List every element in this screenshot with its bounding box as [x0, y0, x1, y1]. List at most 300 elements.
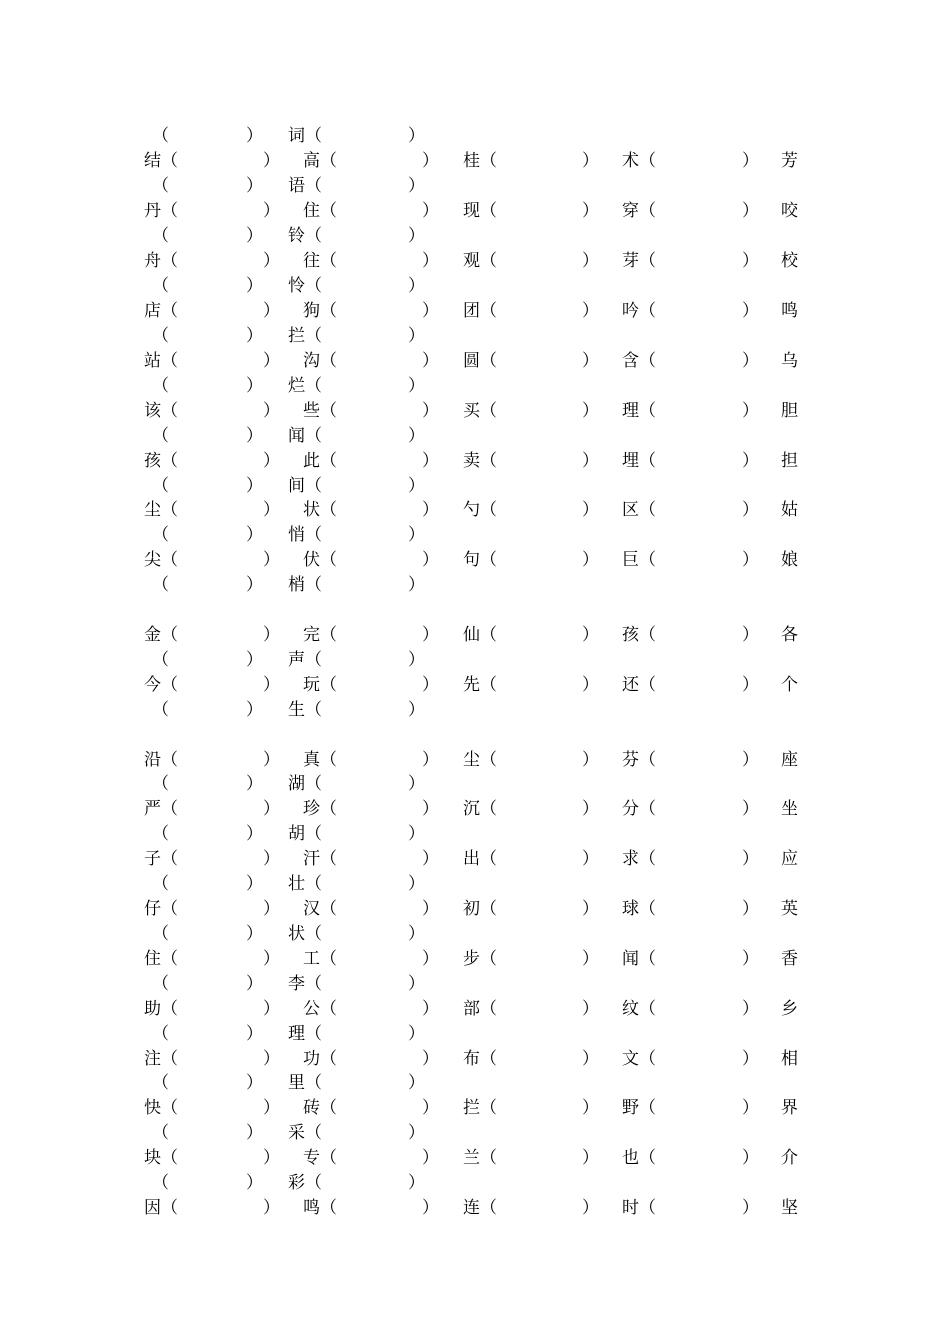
row-token: 球（ [622, 899, 656, 919]
continuation-row [0, 573, 950, 597]
row-token: 穿（ [622, 201, 656, 221]
row-token: 李（ [288, 974, 322, 994]
row-token: 完（ [303, 625, 337, 645]
continuation-row [0, 374, 950, 398]
row-token: 香 [781, 949, 798, 969]
row-token: ） [263, 251, 280, 271]
row-token: 工（ [303, 949, 337, 969]
row-token: 沟（ [303, 351, 337, 371]
row-token: 担 [781, 451, 798, 471]
row-token: ） [246, 924, 263, 944]
row-token: ） [582, 899, 599, 919]
row-token: ） [408, 176, 425, 196]
exercise-row [0, 1146, 950, 1170]
continuation-row [0, 972, 950, 996]
row-token: ） [422, 625, 439, 645]
row-token: ） [408, 1024, 425, 1044]
row-token: 观（ [463, 251, 497, 271]
exercise-row [0, 748, 950, 772]
row-token: ） [582, 675, 599, 695]
row-token: 因（ [144, 1198, 178, 1218]
row-token: 功（ [303, 1049, 337, 1069]
row-token: ） [246, 1024, 263, 1044]
row-token: 连（ [463, 1198, 497, 1218]
row-token: （ [152, 126, 169, 146]
row-token: 现（ [463, 201, 497, 221]
continuation-row [0, 174, 950, 198]
row-token: 汗（ [303, 849, 337, 869]
row-token: ） [408, 376, 425, 396]
row-token: （ [152, 700, 169, 720]
row-token: 布（ [463, 1049, 497, 1069]
continuation-row [0, 474, 950, 498]
row-token: ） [422, 675, 439, 695]
continuation-row [0, 698, 950, 722]
row-token: ） [742, 201, 759, 221]
exercise-row [0, 449, 950, 473]
row-token: ） [742, 750, 759, 770]
row-token: ） [246, 650, 263, 670]
row-token: 些（ [303, 401, 337, 421]
row-token: 部（ [463, 999, 497, 1019]
row-token: ） [246, 700, 263, 720]
row-token: ） [408, 476, 425, 496]
row-token: ） [263, 151, 280, 171]
row-token: ） [422, 1049, 439, 1069]
row-token: 丹（ [144, 201, 178, 221]
continuation-row [0, 124, 950, 148]
row-token: 子（ [144, 849, 178, 869]
row-token: ） [263, 799, 280, 819]
row-token: ） [246, 824, 263, 844]
row-token: ） [422, 251, 439, 271]
row-token: 住（ [303, 201, 337, 221]
row-token: 往（ [303, 251, 337, 271]
row-token: 快（ [144, 1098, 178, 1118]
row-token: 胡（ [288, 824, 322, 844]
row-token: ） [422, 151, 439, 171]
row-token: ） [582, 999, 599, 1019]
row-token: ） [408, 924, 425, 944]
row-token: 珍（ [303, 799, 337, 819]
row-token: 伏（ [303, 550, 337, 570]
row-token: ） [263, 451, 280, 471]
row-token: 店（ [144, 301, 178, 321]
row-token: 理（ [288, 1024, 322, 1044]
row-token: 相 [781, 1049, 798, 1069]
row-token: ） [408, 874, 425, 894]
row-token: 桂（ [463, 151, 497, 171]
row-token: ） [742, 849, 759, 869]
row-token: ） [263, 500, 280, 520]
row-token: 求（ [622, 849, 656, 869]
row-token: 悄（ [288, 525, 322, 545]
row-token: 声（ [288, 650, 322, 670]
row-token: 座 [781, 750, 798, 770]
row-token: 娘 [781, 550, 798, 570]
row-token: ） [742, 1148, 759, 1168]
row-token: ） [582, 949, 599, 969]
row-token: ） [263, 1148, 280, 1168]
row-token: 也（ [622, 1148, 656, 1168]
row-token: ） [246, 226, 263, 246]
row-token: ） [408, 226, 425, 246]
row-token: 姑 [781, 500, 798, 520]
exercise-row [0, 847, 950, 871]
row-token: 孩（ [622, 625, 656, 645]
row-token: ） [422, 1198, 439, 1218]
row-token: ） [582, 1049, 599, 1069]
row-token: 此（ [303, 451, 337, 471]
row-token: 狗（ [303, 301, 337, 321]
exercise-row [0, 199, 950, 223]
row-token: ） [263, 1198, 280, 1218]
continuation-row [0, 274, 950, 298]
row-token: 湖（ [288, 774, 322, 794]
row-token: 步（ [463, 949, 497, 969]
row-token: ） [582, 500, 599, 520]
row-token: 梢（ [288, 575, 322, 595]
row-token: 舟（ [144, 251, 178, 271]
exercise-row [0, 249, 950, 273]
row-token: 金（ [144, 625, 178, 645]
row-token: ） [408, 525, 425, 545]
row-token: 状（ [303, 500, 337, 520]
row-token: ） [263, 1049, 280, 1069]
row-token: 站（ [144, 351, 178, 371]
row-token: ） [742, 301, 759, 321]
row-token: ） [246, 1073, 263, 1093]
row-token: ） [582, 151, 599, 171]
row-token: ） [263, 401, 280, 421]
row-token: ） [263, 999, 280, 1019]
row-token: 埋（ [622, 451, 656, 471]
row-token: 尘（ [463, 750, 497, 770]
row-token: ） [422, 1098, 439, 1118]
row-token: ） [408, 974, 425, 994]
row-token: ） [408, 126, 425, 146]
row-token: （ [152, 874, 169, 894]
row-token: ） [422, 899, 439, 919]
row-token: ） [742, 251, 759, 271]
row-token: 鸣 [781, 301, 798, 321]
row-token: ） [582, 550, 599, 570]
continuation-row [0, 1022, 950, 1046]
row-token: ） [422, 401, 439, 421]
row-token: ） [742, 625, 759, 645]
row-token: 出（ [463, 849, 497, 869]
row-token: ） [246, 176, 263, 196]
row-token: ） [408, 426, 425, 446]
row-token: 生（ [288, 700, 322, 720]
row-token: ） [246, 326, 263, 346]
continuation-row [0, 772, 950, 796]
row-token: 严（ [144, 799, 178, 819]
row-token: 乌 [781, 351, 798, 371]
row-token: ） [263, 201, 280, 221]
row-token: ） [408, 326, 425, 346]
row-token: 买（ [463, 401, 497, 421]
exercise-row [0, 498, 950, 522]
row-token: 团（ [463, 301, 497, 321]
row-token: ） [582, 1098, 599, 1118]
row-token: 状（ [288, 924, 322, 944]
row-token: 还（ [622, 675, 656, 695]
exercise-row [0, 997, 950, 1021]
row-token: 时（ [622, 1198, 656, 1218]
row-token: ） [742, 151, 759, 171]
continuation-row [0, 822, 950, 846]
row-token: ） [263, 1098, 280, 1118]
continuation-row [0, 648, 950, 672]
row-token: ） [263, 351, 280, 371]
row-token: 芬（ [622, 750, 656, 770]
continuation-row [0, 1171, 950, 1195]
row-token: （ [152, 525, 169, 545]
row-token: ） [422, 550, 439, 570]
continuation-row [0, 922, 950, 946]
row-token: ） [422, 949, 439, 969]
row-token: 兰（ [463, 1148, 497, 1168]
row-token: ） [246, 774, 263, 794]
row-token: ） [582, 799, 599, 819]
row-token: 沉（ [463, 799, 497, 819]
row-token: 尘（ [144, 500, 178, 520]
row-token: （ [152, 575, 169, 595]
row-token: 怜（ [288, 276, 322, 296]
row-token: ） [422, 1148, 439, 1168]
row-token: ） [246, 426, 263, 446]
row-token: ） [263, 750, 280, 770]
row-token: （ [152, 476, 169, 496]
row-token: ） [582, 451, 599, 471]
row-token: ） [408, 774, 425, 794]
row-token: ） [422, 201, 439, 221]
row-token: ） [246, 276, 263, 296]
row-token: 纹（ [622, 999, 656, 1019]
row-token: （ [152, 650, 169, 670]
row-token: ） [263, 625, 280, 645]
row-token: （ [152, 824, 169, 844]
exercise-row [0, 623, 950, 647]
row-token: ） [263, 949, 280, 969]
row-token: 咬 [781, 201, 798, 221]
row-token: 术（ [622, 151, 656, 171]
row-token: ） [742, 799, 759, 819]
row-token: 区（ [622, 500, 656, 520]
row-token: ） [422, 849, 439, 869]
row-token: 分（ [622, 799, 656, 819]
row-token: 词（ [288, 126, 322, 146]
row-token: 介 [781, 1148, 798, 1168]
row-token: 高（ [303, 151, 337, 171]
row-token: ） [582, 750, 599, 770]
row-token: ） [263, 849, 280, 869]
row-token: ） [742, 451, 759, 471]
row-token: （ [152, 426, 169, 446]
row-token: ） [246, 126, 263, 146]
row-token: （ [152, 376, 169, 396]
row-token: （ [152, 326, 169, 346]
row-token: ） [422, 799, 439, 819]
row-token: （ [152, 276, 169, 296]
row-token: 含（ [622, 351, 656, 371]
row-token: 芽（ [622, 251, 656, 271]
row-token: ） [408, 1173, 425, 1193]
row-token: 勺（ [463, 500, 497, 520]
row-token: ） [263, 301, 280, 321]
row-token: ） [246, 1173, 263, 1193]
row-token: 里（ [288, 1073, 322, 1093]
row-token: ） [742, 1198, 759, 1218]
exercise-row [0, 349, 950, 373]
exercise-row [0, 947, 950, 971]
row-token: 语（ [288, 176, 322, 196]
row-token: ） [246, 376, 263, 396]
row-token: ） [408, 700, 425, 720]
row-token: （ [152, 176, 169, 196]
exercise-row [0, 399, 950, 423]
exercise-row [0, 797, 950, 821]
row-token: 闻（ [288, 426, 322, 446]
row-token: ） [408, 824, 425, 844]
row-token: ） [582, 351, 599, 371]
row-token: 彩（ [288, 1173, 322, 1193]
row-token: ） [263, 899, 280, 919]
row-token: ） [742, 999, 759, 1019]
row-token: 沿（ [144, 750, 178, 770]
row-token: 仔（ [144, 899, 178, 919]
row-token: 玩（ [303, 675, 337, 695]
row-token: ） [246, 476, 263, 496]
row-token: ） [246, 575, 263, 595]
exercise-row [0, 299, 950, 323]
row-token: ） [742, 500, 759, 520]
row-token: ） [742, 949, 759, 969]
row-token: 铃（ [288, 226, 322, 246]
row-token: 闻（ [622, 949, 656, 969]
row-token: 坚 [781, 1198, 798, 1218]
row-token: 鸣（ [303, 1198, 337, 1218]
row-token: ） [246, 525, 263, 545]
row-token: 烂（ [288, 376, 322, 396]
row-token: ） [408, 575, 425, 595]
row-token: ） [582, 849, 599, 869]
row-token: 文（ [622, 1049, 656, 1069]
row-token: ） [742, 1049, 759, 1069]
row-token: （ [152, 1073, 169, 1093]
row-token: 采（ [288, 1123, 322, 1143]
row-token: ） [408, 276, 425, 296]
exercise-row [0, 1196, 950, 1220]
row-token: ） [742, 351, 759, 371]
continuation-row [0, 523, 950, 547]
row-token: 应 [781, 849, 798, 869]
row-token: 拦（ [463, 1098, 497, 1118]
row-token: 野（ [622, 1098, 656, 1118]
row-token: ） [263, 675, 280, 695]
exercise-row [0, 1047, 950, 1071]
row-token: ） [742, 675, 759, 695]
row-token: ） [246, 974, 263, 994]
row-token: ） [408, 650, 425, 670]
exercise-row [0, 1096, 950, 1120]
row-token: 仙（ [463, 625, 497, 645]
row-token: 先（ [463, 675, 497, 695]
row-token: ） [422, 351, 439, 371]
row-token: 公（ [303, 999, 337, 1019]
row-token: （ [152, 1173, 169, 1193]
row-token: ） [582, 401, 599, 421]
row-token: ） [742, 899, 759, 919]
row-token: 今（ [144, 675, 178, 695]
row-token: 卖（ [463, 451, 497, 471]
continuation-row [0, 1071, 950, 1095]
exercise-row [0, 149, 950, 173]
row-token: 界 [781, 1098, 798, 1118]
row-token: 助（ [144, 999, 178, 1019]
row-token: （ [152, 924, 169, 944]
row-token: ） [422, 451, 439, 471]
row-token: 真（ [303, 750, 337, 770]
row-token: 拦（ [288, 326, 322, 346]
row-token: ） [742, 1098, 759, 1118]
row-token: ） [422, 500, 439, 520]
row-token: （ [152, 226, 169, 246]
row-token: ） [422, 301, 439, 321]
row-token: （ [152, 1123, 169, 1143]
row-token: （ [152, 1024, 169, 1044]
row-token: 理（ [622, 401, 656, 421]
row-token: 坐 [781, 799, 798, 819]
row-token: ） [422, 999, 439, 1019]
row-token: ） [408, 1123, 425, 1143]
row-token: 住（ [144, 949, 178, 969]
exercise-row [0, 673, 950, 697]
row-token: 结（ [144, 151, 178, 171]
row-token: 乡 [781, 999, 798, 1019]
row-token: ） [582, 1198, 599, 1218]
row-token: 巨（ [622, 550, 656, 570]
row-token: ） [582, 201, 599, 221]
row-token: 壮（ [288, 874, 322, 894]
row-token: 吟（ [622, 301, 656, 321]
row-token: 个 [781, 675, 798, 695]
row-token: 专（ [303, 1148, 337, 1168]
continuation-row [0, 224, 950, 248]
row-token: 汉（ [303, 899, 337, 919]
row-token: 该（ [144, 401, 178, 421]
row-token: 尖（ [144, 550, 178, 570]
row-token: ） [582, 301, 599, 321]
row-token: 孩（ [144, 451, 178, 471]
continuation-row [0, 324, 950, 348]
continuation-row [0, 424, 950, 448]
row-token: ） [246, 1123, 263, 1143]
row-token: 各 [781, 625, 798, 645]
row-token: ） [582, 1148, 599, 1168]
row-token: ） [582, 251, 599, 271]
continuation-row [0, 872, 950, 896]
row-token: 注（ [144, 1049, 178, 1069]
row-token: ） [263, 550, 280, 570]
row-token: 砖（ [303, 1098, 337, 1118]
row-token: 英 [781, 899, 798, 919]
row-token: 初（ [463, 899, 497, 919]
exercise-row [0, 548, 950, 572]
continuation-row [0, 1121, 950, 1145]
row-token: 块（ [144, 1148, 178, 1168]
